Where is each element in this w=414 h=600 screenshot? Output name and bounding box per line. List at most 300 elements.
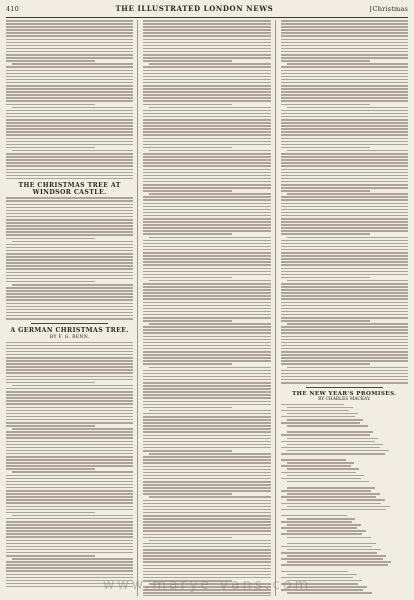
text-line — [281, 54, 408, 56]
text-line — [143, 435, 270, 437]
text-line — [143, 295, 270, 297]
text-line — [149, 323, 270, 325]
text-line — [143, 119, 270, 121]
text-line — [6, 564, 133, 566]
text-line — [281, 91, 408, 93]
poem-verse-block — [281, 404, 408, 596]
page-number: 410 — [6, 5, 20, 13]
text-line — [287, 543, 376, 545]
text-line — [143, 66, 270, 68]
text-line — [143, 178, 270, 180]
text-line — [143, 500, 270, 502]
text-line — [281, 32, 408, 34]
text-line — [143, 428, 270, 430]
text-line — [6, 238, 95, 240]
text-line — [143, 100, 270, 102]
text-line — [143, 503, 270, 505]
text-line — [6, 437, 133, 439]
text-line — [6, 51, 133, 53]
text-line — [143, 48, 270, 50]
text-line — [143, 122, 270, 124]
text-line — [281, 354, 408, 356]
text-line — [281, 255, 408, 257]
text-line — [143, 141, 270, 143]
text-columns — [6, 20, 408, 596]
text-line — [287, 450, 389, 452]
text-line — [287, 407, 353, 409]
text-line — [6, 216, 133, 218]
text-line — [143, 116, 270, 118]
text-line — [281, 490, 371, 492]
text-line — [281, 243, 408, 245]
text-line — [281, 274, 408, 276]
text-line — [281, 181, 408, 183]
text-line — [6, 122, 133, 124]
text-line — [143, 360, 270, 362]
text-line — [6, 318, 133, 320]
publication-title: THE ILLUSTRATED LONDON NEWS — [115, 4, 274, 13]
newspaper-page — [6, 4, 408, 596]
text-line — [143, 373, 270, 375]
text-line — [281, 447, 380, 449]
text-line — [143, 42, 270, 44]
text-line — [281, 113, 408, 115]
text-line — [281, 23, 408, 25]
text-line — [143, 484, 270, 486]
text-line — [143, 264, 270, 266]
text-line — [281, 317, 408, 319]
text-line — [6, 431, 133, 433]
text-line — [281, 345, 408, 347]
text-line — [143, 407, 232, 409]
text-line — [281, 159, 408, 161]
text-line — [6, 76, 133, 78]
body-text-block — [6, 20, 133, 179]
text-line — [6, 169, 133, 171]
text-line — [6, 312, 133, 314]
text-line — [281, 546, 373, 548]
text-line — [6, 478, 133, 480]
text-line — [281, 215, 408, 217]
text-line — [6, 293, 133, 295]
text-line — [281, 308, 408, 310]
poem-title: THE NEW YEAR'S PROMISES. — [292, 390, 397, 397]
text-line — [287, 487, 375, 489]
text-line — [143, 289, 270, 291]
text-line — [287, 431, 374, 433]
text-line — [6, 125, 133, 127]
text-line — [6, 79, 133, 81]
text-line — [6, 543, 133, 545]
text-line — [6, 97, 133, 99]
text-line — [6, 29, 133, 31]
text-line — [143, 351, 270, 353]
text-line — [281, 342, 408, 344]
masthead — [6, 4, 408, 18]
text-line — [6, 509, 133, 511]
text-line — [281, 138, 408, 140]
text-line — [6, 296, 133, 298]
text-line — [281, 57, 408, 59]
text-line — [281, 382, 408, 384]
text-line — [281, 370, 408, 372]
text-line — [143, 422, 270, 424]
text-line — [143, 153, 270, 155]
text-line — [143, 255, 270, 257]
text-line — [6, 265, 133, 267]
text-line — [143, 274, 270, 276]
text-line — [143, 162, 270, 164]
text-line — [6, 60, 95, 62]
text-line — [6, 468, 95, 470]
text-line — [281, 221, 408, 223]
text-line — [287, 475, 365, 477]
text-line — [287, 493, 380, 495]
text-line — [149, 193, 270, 195]
text-line — [287, 462, 354, 464]
text-line — [143, 29, 270, 31]
text-line — [12, 558, 133, 560]
article-heading-german-tree: A GERMAN CHRISTMAS TREE. — [10, 326, 129, 334]
text-line — [281, 305, 408, 307]
text-line — [143, 181, 270, 183]
text-line — [6, 450, 133, 452]
text-line — [143, 493, 232, 495]
text-line — [143, 215, 270, 217]
text-line — [143, 190, 232, 192]
text-line — [143, 94, 270, 96]
text-line — [143, 23, 270, 25]
section-label: [Christmas — [369, 5, 408, 13]
text-line — [12, 284, 133, 286]
text-line — [287, 419, 363, 421]
text-line — [143, 134, 270, 136]
text-line — [281, 79, 408, 81]
text-line — [6, 247, 133, 249]
text-line — [6, 23, 133, 25]
text-line — [281, 339, 408, 341]
text-line — [143, 552, 270, 554]
text-line — [143, 131, 270, 133]
text-line — [6, 475, 133, 477]
text-line — [6, 272, 133, 274]
text-line — [281, 379, 408, 381]
text-line — [143, 506, 270, 508]
text-line — [6, 570, 133, 572]
watermark-text: www.marye vans.com — [102, 577, 312, 593]
text-line — [6, 527, 133, 529]
text-line — [143, 199, 270, 201]
text-line — [6, 342, 133, 344]
text-line — [143, 546, 270, 548]
text-line — [6, 141, 133, 143]
text-line — [6, 73, 133, 75]
text-line — [6, 54, 133, 56]
text-line — [6, 57, 133, 59]
text-line — [6, 546, 133, 548]
text-line — [281, 422, 360, 424]
text-line — [6, 200, 133, 202]
text-line — [143, 568, 270, 570]
text-line — [143, 286, 270, 288]
text-line — [6, 197, 133, 199]
text-line — [281, 558, 383, 560]
text-line — [143, 314, 270, 316]
text-line — [143, 530, 270, 532]
body-text-block — [6, 197, 133, 319]
text-line — [281, 100, 408, 102]
text-line — [143, 388, 270, 390]
text-line — [6, 540, 133, 542]
text-line — [287, 193, 408, 195]
text-line — [287, 413, 358, 415]
text-line — [281, 88, 408, 90]
text-line — [143, 565, 270, 567]
text-line — [143, 159, 270, 161]
poem-author: BY CHARLES MACKAY. — [318, 396, 371, 402]
text-line — [281, 410, 350, 412]
text-line — [6, 287, 133, 289]
text-line — [281, 199, 408, 201]
text-line — [281, 434, 370, 436]
text-line — [143, 456, 270, 458]
text-line — [143, 233, 232, 235]
text-line — [6, 268, 133, 270]
column-right — [281, 20, 408, 596]
text-line — [143, 561, 270, 563]
text-line — [281, 292, 408, 294]
text-line — [143, 524, 270, 526]
text-line — [143, 438, 270, 440]
text-line — [281, 187, 408, 189]
text-line — [143, 447, 270, 449]
text-line — [143, 329, 270, 331]
text-line — [149, 63, 270, 65]
text-line — [281, 240, 408, 242]
text-line — [6, 422, 133, 424]
text-line — [12, 471, 133, 473]
text-line — [143, 88, 270, 90]
text-line — [143, 32, 270, 34]
text-line — [287, 107, 408, 109]
text-line — [6, 490, 133, 492]
text-line — [6, 410, 133, 412]
text-line — [6, 315, 133, 317]
text-line — [6, 493, 133, 495]
text-line — [143, 144, 270, 146]
article-heading-windsor: THE CHRISTMAS TREE AT WINDSOR CASTLE. — [18, 182, 121, 197]
text-line — [143, 187, 270, 189]
text-line — [6, 372, 133, 374]
text-line — [143, 57, 270, 59]
body-text-block — [143, 20, 270, 596]
text-line — [143, 172, 270, 174]
text-line — [143, 224, 270, 226]
text-line — [143, 332, 270, 334]
text-line — [6, 496, 133, 498]
text-line — [143, 39, 270, 41]
text-line — [143, 397, 270, 399]
text-line — [6, 354, 133, 356]
text-line — [281, 73, 408, 75]
text-line — [143, 277, 232, 279]
text-line — [6, 299, 133, 301]
text-line — [281, 348, 408, 350]
text-line — [281, 332, 408, 334]
text-line — [143, 51, 270, 53]
text-line — [149, 150, 270, 152]
text-line — [143, 73, 270, 75]
text-line — [281, 233, 370, 235]
text-line — [143, 82, 270, 84]
text-line — [143, 26, 270, 28]
text-line — [6, 144, 133, 146]
text-line — [287, 468, 360, 470]
text-line — [143, 512, 270, 514]
text-line — [6, 400, 133, 402]
text-line — [143, 240, 270, 242]
text-line — [281, 190, 370, 192]
text-line — [281, 110, 408, 112]
text-line — [281, 230, 408, 232]
text-line — [287, 518, 356, 520]
text-line — [6, 225, 133, 227]
text-line — [143, 156, 270, 158]
text-line — [6, 369, 133, 371]
text-line — [143, 549, 270, 551]
text-line — [6, 506, 133, 508]
text-line — [281, 162, 408, 164]
text-line — [6, 487, 133, 489]
text-line — [6, 178, 133, 180]
text-line — [143, 227, 270, 229]
text-line — [143, 206, 270, 208]
text-line — [281, 533, 362, 535]
text-line — [143, 20, 270, 22]
text-line — [281, 289, 408, 291]
text-line — [287, 574, 357, 576]
text-line — [281, 212, 408, 214]
text-line — [281, 360, 408, 362]
text-line — [143, 336, 270, 338]
text-line — [6, 397, 133, 399]
text-line — [281, 509, 387, 511]
text-line — [6, 447, 133, 449]
text-line — [281, 571, 348, 573]
text-line — [281, 351, 408, 353]
text-line — [281, 329, 408, 331]
text-line — [143, 534, 270, 536]
text-line — [6, 88, 133, 90]
text-line — [281, 224, 408, 226]
text-line — [6, 484, 133, 486]
text-line — [281, 94, 408, 96]
text-line — [143, 431, 270, 433]
text-line — [6, 391, 133, 393]
text-line — [281, 144, 408, 146]
text-line — [6, 521, 133, 523]
text-line — [6, 360, 133, 362]
text-line — [287, 63, 408, 65]
text-line — [281, 277, 370, 279]
text-line — [6, 459, 133, 461]
text-line — [143, 382, 270, 384]
text-line — [281, 29, 408, 31]
text-line — [143, 70, 270, 72]
text-line — [143, 230, 270, 232]
text-line — [149, 237, 270, 239]
text-line — [287, 425, 368, 427]
text-line — [281, 20, 408, 22]
text-line — [143, 521, 270, 523]
text-line — [143, 91, 270, 93]
text-line — [143, 487, 270, 489]
text-line — [6, 278, 133, 280]
text-line — [6, 357, 133, 359]
text-line — [6, 207, 133, 209]
text-line — [6, 94, 133, 96]
text-line — [149, 367, 270, 369]
text-line — [281, 564, 388, 566]
text-line — [149, 280, 270, 282]
text-line — [281, 478, 361, 480]
text-line — [6, 309, 133, 311]
text-line — [143, 394, 270, 396]
text-line — [143, 249, 270, 251]
text-line — [143, 308, 270, 310]
text-line — [143, 283, 270, 285]
text-line — [12, 150, 133, 152]
text-line — [281, 302, 408, 304]
text-line — [281, 82, 408, 84]
text-line — [281, 119, 408, 121]
text-line — [6, 204, 133, 206]
text-line — [281, 141, 408, 143]
text-line — [281, 314, 408, 316]
text-line — [143, 104, 232, 106]
text-line — [6, 162, 133, 164]
text-line — [6, 444, 133, 446]
text-line — [281, 196, 408, 198]
text-line — [143, 271, 270, 273]
text-line — [281, 39, 408, 41]
text-line — [12, 63, 133, 65]
text-line — [287, 444, 384, 446]
text-line — [143, 258, 270, 260]
text-line — [281, 336, 408, 338]
text-line — [143, 379, 270, 381]
text-line — [6, 165, 133, 167]
text-line — [143, 509, 270, 511]
body-text-block — [281, 20, 408, 384]
text-line — [281, 295, 408, 297]
text-line — [6, 552, 133, 554]
text-line — [6, 376, 133, 378]
text-line — [143, 184, 270, 186]
text-line — [281, 271, 408, 273]
text-line — [6, 481, 133, 483]
text-line — [6, 259, 133, 261]
text-line — [287, 237, 408, 239]
text-line — [6, 502, 133, 504]
text-line — [281, 373, 408, 375]
text-line — [6, 131, 133, 133]
text-line — [6, 244, 133, 246]
text-line — [6, 306, 133, 308]
text-line — [6, 453, 133, 455]
text-line — [6, 100, 133, 102]
text-line — [281, 45, 408, 47]
